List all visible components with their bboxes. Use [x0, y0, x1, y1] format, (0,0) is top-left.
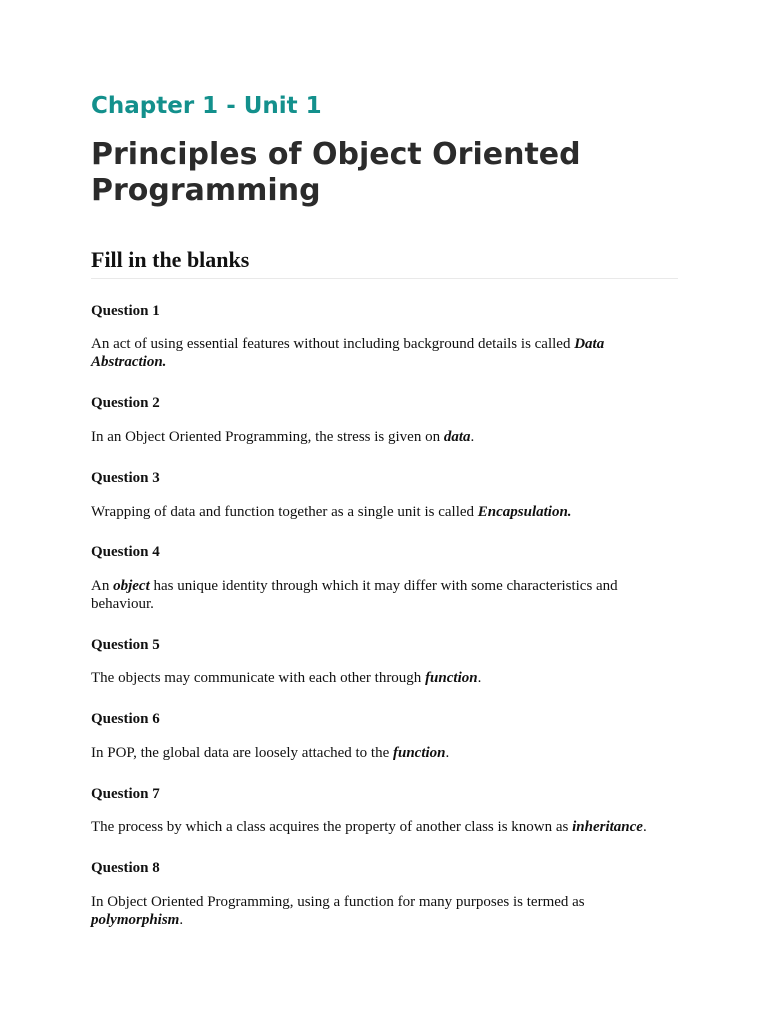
section-heading: Fill in the blanks — [91, 247, 250, 272]
question-text — [91, 744, 651, 762]
question-label: Question 1 — [91, 303, 160, 319]
page-title: Principles of Object Oriented Programming — [91, 137, 581, 208]
question-label: Question 5 — [91, 637, 160, 653]
question-text — [91, 893, 586, 929]
question-answer: Data Abstraction. — [91, 336, 605, 370]
question-text-before: Wrapping of data and function together as a single unit is called — [91, 504, 478, 520]
question-text-before: An — [91, 578, 114, 594]
question-label: Question 4 — [91, 544, 160, 560]
question-text — [91, 669, 651, 687]
question-text-before: The process by which a class acquires the property of another class is known as — [91, 819, 573, 835]
question-text-before: In Object Oriented Programming, using a function for many purposes is termed as — [91, 894, 585, 910]
question-answer: function — [393, 745, 446, 761]
question-text-before: In an Object Oriented Programming, the stress is given on — [91, 429, 444, 445]
question-answer: Encapsulation. — [477, 504, 572, 520]
question-text-after: . — [477, 670, 482, 686]
section-header — [91, 245, 678, 279]
question-label: Question 8 — [91, 860, 160, 876]
question-answer: inheritance — [572, 819, 643, 835]
question-text — [91, 818, 678, 836]
question-text — [91, 428, 651, 446]
question-text-before: An act of using essential features without including background details is called — [91, 336, 575, 352]
question-answer: data — [443, 429, 471, 445]
question-label: Question 2 — [91, 395, 160, 411]
question-text-before: In POP, the global data are loosely attached to the — [91, 745, 393, 761]
question-text — [91, 577, 636, 613]
question-label: Question 3 — [91, 470, 160, 486]
question-answer: function — [425, 670, 478, 686]
question-text-after: has unique identity through which it may differ with some characteristics and behaviour. — [91, 578, 618, 612]
question-text-before: The objects may communicate with each other through — [91, 670, 426, 686]
question-text-after: . — [470, 429, 475, 445]
question-text-after: . — [179, 912, 184, 928]
chapter-heading: Chapter 1 - Unit 1 — [91, 93, 322, 119]
question-label: Question 6 — [91, 711, 160, 727]
question-text — [91, 503, 651, 521]
question-text — [91, 335, 631, 371]
question-label: Question 7 — [91, 786, 160, 802]
question-answer: object — [113, 578, 150, 594]
question-text-after: . — [642, 819, 647, 835]
question-answer: polymorphism — [91, 912, 180, 928]
question-text-after: . — [445, 745, 450, 761]
